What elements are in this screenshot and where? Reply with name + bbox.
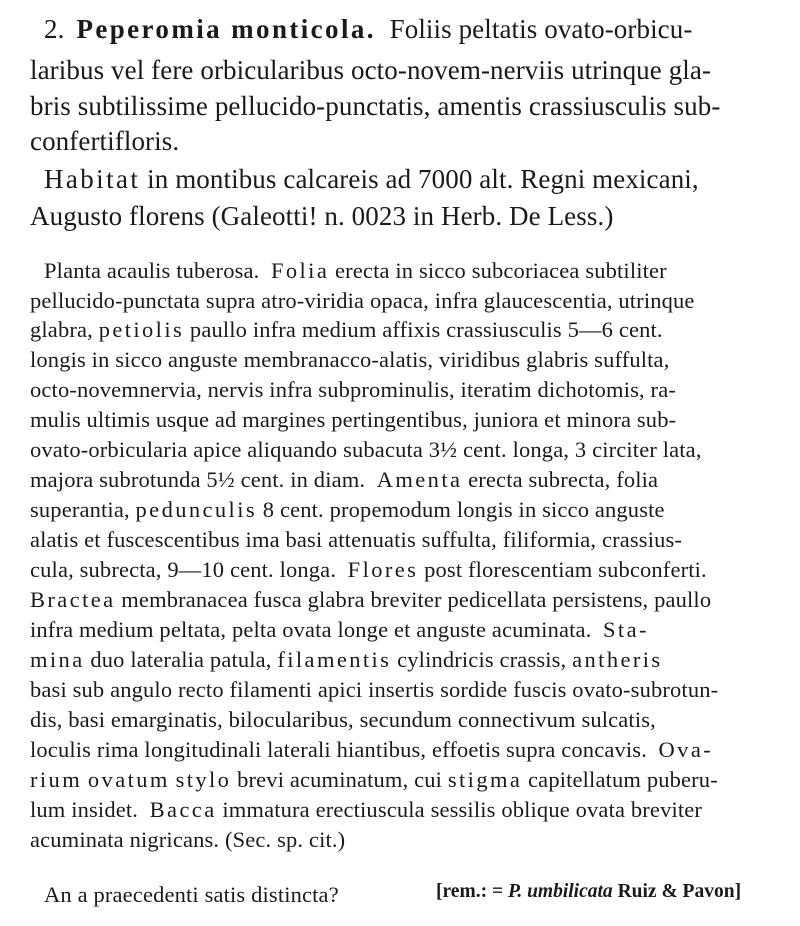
- description-line: longis in sicco anguste membranacco-alatis, viridibus glabris suffulta,: [30, 347, 670, 372]
- species-number: 2.: [44, 14, 65, 44]
- diagnosis-line: laribus vel fere orbicularibus octo-novem-nerviis utrinque gla-: [30, 55, 712, 85]
- habitat-label: Habitat: [44, 164, 141, 194]
- description-line: ovato-orbicularia apice aliquando subacuta 3½ cent. longa, 3 circiter lata,: [30, 437, 702, 462]
- habitat-line: [44, 166, 699, 193]
- description-line: [30, 739, 713, 762]
- description-text: ovatum: [87, 767, 170, 792]
- term-ovarium: Ova-: [658, 737, 714, 762]
- editorial-remark: [436, 882, 741, 902]
- description-text: post florescentiam subconferti.: [424, 557, 707, 582]
- term-folia: Folia: [270, 258, 330, 283]
- description-text: cylindricis crassis,: [397, 647, 567, 672]
- term-amenta: Amenta: [376, 467, 463, 492]
- term-stylo: stylo: [175, 767, 232, 792]
- description-line: dis, basi emarginatis, bilocularibus, secundum connectivum sulcatis,: [30, 707, 656, 732]
- description-text: membranacea fusca glabra breviter pedicellata persistens, paullo: [121, 587, 712, 612]
- description-text: infra medium peltata, pelta ovata longe et anguste acuminata.: [30, 617, 592, 642]
- description-line: pellucido-punctata supra atro-viridia opaca, infra glaucescentia, utrinque: [30, 288, 695, 313]
- term-stamina: mina: [30, 647, 85, 672]
- description-text: capitellatum puberu-: [528, 767, 718, 792]
- description-line: [30, 559, 707, 582]
- description-text: Planta acaulis tuberosa.: [44, 258, 260, 283]
- description-line: [30, 649, 663, 672]
- diagnosis-text: Foliis peltatis ovato-orbicu-: [389, 14, 693, 44]
- remark-authority: Ruiz & Pavon]: [612, 881, 742, 902]
- description-line: [30, 619, 649, 642]
- description-line: [30, 319, 663, 342]
- term-bacca: Bacca: [149, 797, 217, 822]
- term-stamina: Sta-: [603, 617, 649, 642]
- description-text: paullo infra medium affixis crassiusculis 5—6 cent.: [189, 317, 663, 342]
- diagnosis-line: bris subtilissime pellucido-punctatis, amentis crassiusculis sub-: [30, 91, 721, 121]
- species-heading-line: [44, 16, 692, 43]
- description-text: majora subrotunda 5½ cent. in diam.: [30, 467, 366, 492]
- description-line: [30, 589, 711, 612]
- term-petiolis: petiolis: [98, 317, 185, 342]
- description-line: [30, 769, 718, 792]
- description-text: superantia,: [30, 497, 130, 522]
- description-text: brevi acuminatum, cui: [237, 767, 443, 792]
- description-line: [44, 260, 667, 283]
- habitat-line: Augusto florens (Galeotti! n. 0023 in Herb. De Less.): [30, 201, 614, 231]
- description-text: lum insidet.: [30, 797, 139, 822]
- description-text: duo lateralia patula,: [90, 647, 272, 672]
- remark-prefix: [rem.: =: [436, 881, 508, 902]
- description-line: alatis et fuscescentibus ima basi attenuatis suffulta, filiformia, crassius-: [30, 527, 683, 552]
- term-antheris: antheris: [572, 647, 663, 672]
- term-filamentis: filamentis: [277, 647, 392, 672]
- description-line: octo-novemnervia, nervis infra subprominulis, iteratim dichotomis, ra-: [30, 377, 676, 402]
- term-stigma: stigma: [447, 767, 523, 792]
- description-text: erecta in sicco subcoriacea subtiliter: [335, 258, 667, 283]
- description-text: cula, subrecta, 9—10 cent. longa.: [30, 557, 337, 582]
- term-ovarium: rium: [30, 767, 83, 792]
- description-text: 8 cent. propemodum longis in sicco anguste: [262, 497, 665, 522]
- term-pedunculis: pedunculis: [135, 497, 258, 522]
- term-bractea: Bractea: [30, 587, 116, 612]
- diagnosis-line: confertifloris.: [30, 126, 180, 156]
- species-name: Peperomia monticola.: [76, 14, 376, 44]
- habitat-text: in montibus calcareis ad 7000 alt. Regni mexicani,: [147, 164, 699, 194]
- description-text: immatura erectiuscula sessilis oblique ovata breviter: [222, 797, 703, 822]
- description-line: An a praecedenti satis distincta?: [44, 882, 339, 907]
- description-line: [30, 499, 665, 522]
- description-text: erecta subrecta, folia: [468, 467, 659, 492]
- description-text: loculis rima longitudinali laterali hiantibus, effoetis supra concavis.: [30, 737, 647, 762]
- description-text: glabra,: [30, 317, 93, 342]
- description-line: basi sub angulo recto filamenti apici insertis sordide fuscis ovato-subrotun-: [30, 677, 719, 702]
- description-line: [30, 799, 702, 822]
- description-line: mulis ultimis usque ad margines pertingentibus, juniora et minora sub-: [30, 407, 677, 432]
- description-line: [30, 469, 658, 492]
- term-flores: Flores: [347, 557, 419, 582]
- description-line: acuminata nigricans. (Sec. sp. cit.): [30, 827, 346, 852]
- remark-taxon: P. umbilicata: [507, 881, 613, 902]
